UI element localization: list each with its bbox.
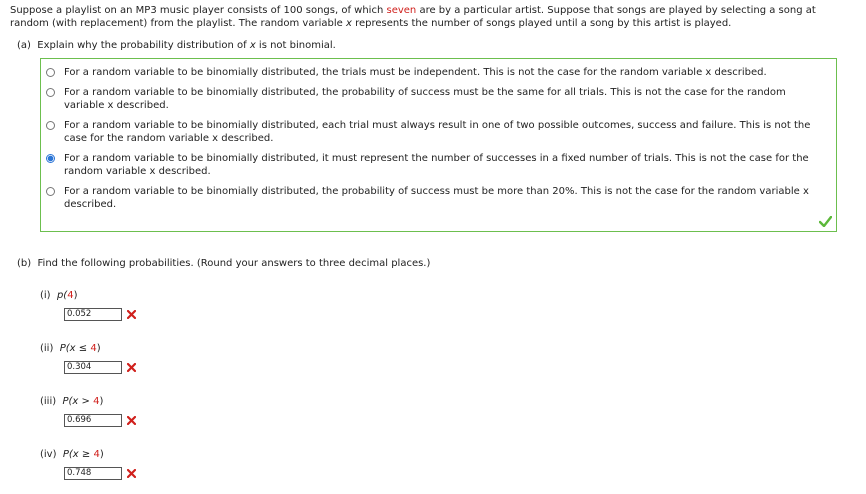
expr-prefix: p( [56,290,68,301]
sub-question-i [40,290,77,301]
part-a-question [17,40,336,51]
choice-text: For a random variable to be binomially distributed, the probability of success must be the same for all trials. This is not the case for the random variable x described. [64,87,786,111]
answer-row-ii [64,361,136,374]
choice-text: For a random variable to be binomially distributed, it must represent the number of successes in a fixed number of trials. This is not the case for the random variable x described. [64,153,809,177]
intro-text-after: are by a particular artist. Suppose that songs are played by selecting a song at random (with replacement) from the playlist. The random variable [10,5,816,29]
answer-choices-box [40,58,837,232]
answer-input[interactable]: 0.748 [64,467,122,480]
checkmark-icon [819,216,832,227]
expr-suffix: ) [96,343,101,354]
sub-question-iv [40,449,104,460]
radio-button[interactable] [46,68,55,77]
incorrect-x-icon [127,416,136,425]
part-b-text: Find the following probabilities. (Round your answers to three decimal places.) [37,258,431,269]
roman-numeral: (i) [40,290,51,301]
incorrect-x-icon [127,363,136,372]
radio-button[interactable] [46,187,55,196]
roman-numeral: (iii) [40,396,57,407]
choice-1[interactable] [46,66,826,79]
part-a-q-after: is not binomial. [255,40,336,51]
expr-suffix: ) [73,290,78,301]
expr-arg: 4 [90,343,97,354]
expr-arg: 4 [93,449,100,460]
problem-statement [10,4,856,30]
part-b-question [17,258,430,269]
choice-5[interactable] [46,185,826,211]
answer-input[interactable]: 0.052 [64,308,122,321]
answer-input[interactable]: 0.304 [64,361,122,374]
part-b-label: (b) [17,258,32,269]
choice-4[interactable] [46,152,826,178]
expr-suffix: ) [99,449,104,460]
choice-3[interactable] [46,119,826,145]
intro-text-before: Suppose a playlist on an MP3 music player consists of 100 songs, of which [10,5,387,16]
intro-text-end: represents the number of songs played until a song by this artist is played. [351,18,732,29]
intro-var: x [345,18,352,29]
expr-suffix: ) [99,396,104,407]
answer-row-i [64,308,136,321]
sub-question-ii [40,343,101,354]
answer-row-iii [64,414,136,427]
choice-2[interactable] [46,86,826,112]
incorrect-x-icon [127,310,136,319]
part-a-q-before: Explain why the probability distribution of [37,40,250,51]
choice-text: For a random variable to be binomially distributed, each trial must always result in one of two possible outcomes, success and failure. This is not the case for the random variable x described. [64,120,811,144]
radio-button[interactable] [46,88,55,97]
expr-arg: 4 [93,396,100,407]
part-a-q-var: x [249,40,256,51]
part-a-label: (a) [17,40,31,51]
expr-prefix: P(x ≤ [59,343,91,354]
roman-numeral: (iv) [40,449,57,460]
radio-button[interactable] [46,121,55,130]
roman-numeral: (ii) [40,343,54,354]
incorrect-x-icon [127,469,136,478]
radio-button-selected[interactable] [46,154,55,163]
expr-arg: 4 [67,290,74,301]
expr-prefix: P(x > [62,396,94,407]
expr-prefix: P(x ≥ [62,449,94,460]
sub-question-iii [40,396,103,407]
intro-highlight: seven [386,5,417,16]
choice-text: For a random variable to be binomially distributed, the trials must be independent. This is not the case for the random variable x described. [64,67,767,78]
choice-text: For a random variable to be binomially distributed, the probability of success must be more than 20%. This is not the case for the random variable x described. [64,186,809,210]
answer-input[interactable]: 0.696 [64,414,122,427]
answer-row-iv [64,467,136,480]
